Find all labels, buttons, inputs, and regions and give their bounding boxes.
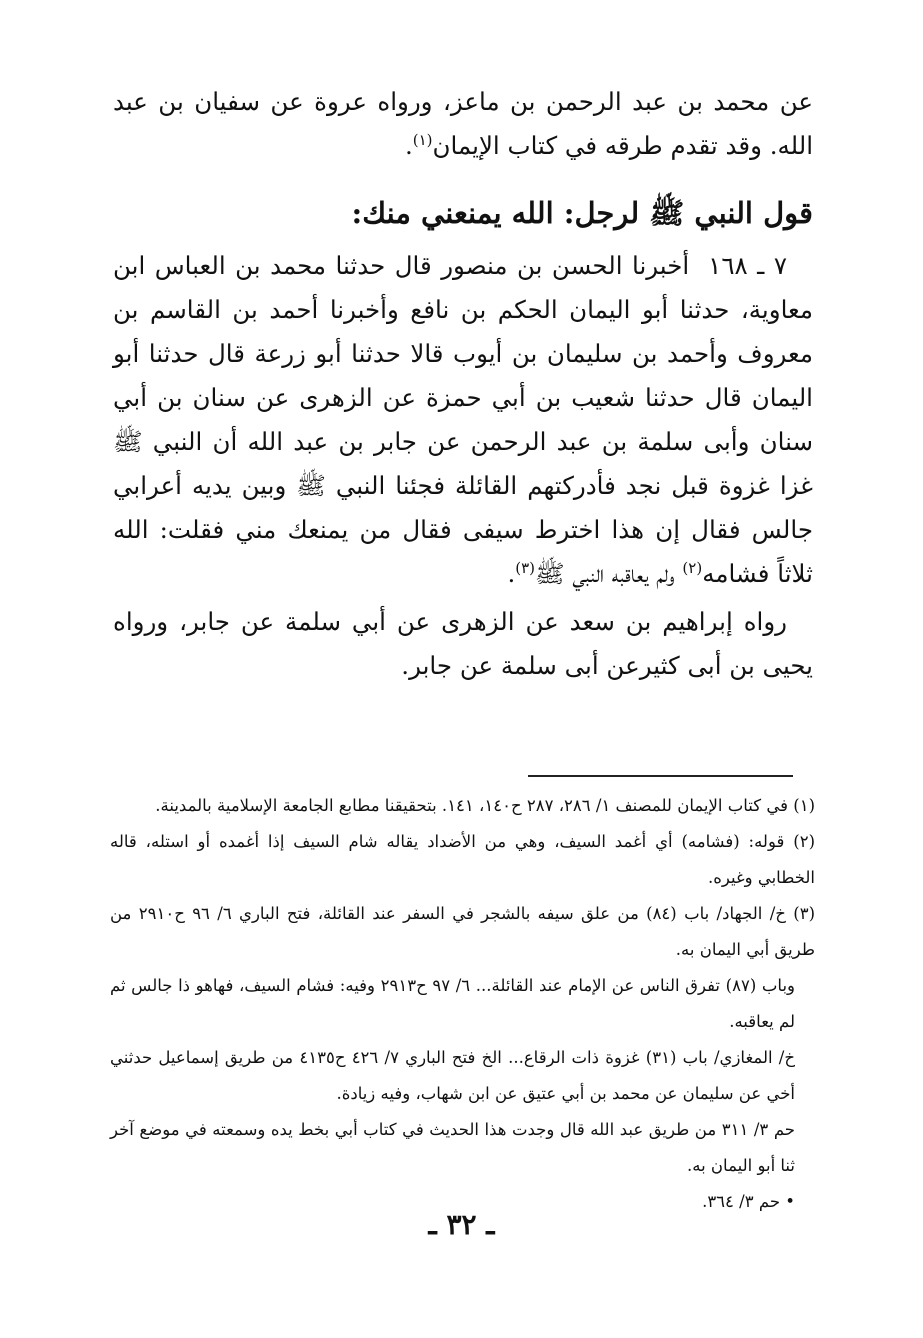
footnote-2: (٢) قوله: (فشامه) أي أغمد السيف، وهي من الأضداد يقاله شام السيف إذا أغمده أو استله، قاله الخطابي وغيره. bbox=[110, 832, 815, 887]
section-heading: قول النبي ﷺ لرجل: الله يمنعني منك: bbox=[351, 196, 813, 230]
page-number: ـ ٣٢ ـ bbox=[428, 1208, 495, 1241]
footnotes bbox=[110, 788, 815, 1220]
opening-paragraph bbox=[113, 80, 813, 168]
hadith-end: . bbox=[507, 559, 516, 588]
footnote-ref-2: (٢) bbox=[682, 558, 703, 577]
footnote-1: (١) في كتاب الإيمان للمصنف ١/ ٢٨٦، ٢٨٧ ح١٤٠، ١٤١. بتحقيقنا مطابع الجامعة الإسلامية بالمدينة. bbox=[155, 796, 815, 815]
footnote-3-continuation: • حم ٣/ ٣٦٤. bbox=[702, 1192, 795, 1211]
footnote-3-continuation: وباب (٨٧) تفرق الناس عن الإمام عند القائلة... ٦/ ٩٧ ح٢٩١٣ وفيه: فشام السيف، فهاهو ذا جالس ثم لم يعاقبه. bbox=[110, 976, 795, 1031]
opening-paragraph-end: . bbox=[404, 131, 413, 160]
hadith-text-part-a: أخبرنا الحسن بن منصور قال حدثنا محمد بن العباس ابن معاوية، حدثنا أبو اليمان الحكم بن نافع وأخبرنا أحمد بن القاسم بن معروف وأحمد بن سليمان بن أيوب قالا حدثنا أبو زرعة قال حدثنا أبو اليمان قال حدثنا شعيب بن أبي حمزة عن الزهرى عن سنان بن أبي سنان وأبى سلمة بن عبد الرحمن عن جابر بن عبد الله أن النبي ﷺ غزا غزوة قبل نجد فأدركتهم القائلة فجئنا النبي ﷺ وبين يديه أعرابي جالس فقال إن هذا اخترط سيفى فقال من يمنعك مني فقلت: الله ثلاثاً فشامه bbox=[113, 251, 813, 588]
narration-text: رواه إبراهيم بن سعد عن الزهرى عن أبي سلمة عن جابر، ورواه يحيى بن أبى كثيرعن أبى سلمة عن جابر. bbox=[113, 607, 813, 680]
footnote-3-continuation: حم ٣/ ٣١١ من طريق عبد الله قال وجدت هذا الحديث في كتاب أبي بخط يده وسمعته في موضع آخر ثنا أبو اليمان به. bbox=[110, 1120, 795, 1175]
footnote-3: (٣) خ/ الجهاد/ باب (٨٤) من علق سيفه بالشجر في السفر عند القائلة، فتح الباري ٦/ ٩٦ ح٢٩١٠ من طريق أبي اليمان به. bbox=[110, 904, 815, 959]
footnote-3-continuation: خ/ المغازي/ باب (٣١) غزوة ذات الرقاع... الخ فتح الباري ٧/ ٤٢٦ ح٤١٣٥ من طريق إسماعيل حدثني أخي عن سليمان عن محمد بن أبي عتيق عن ابن شهاب، وفيه زيادة. bbox=[110, 1048, 795, 1103]
hadith-number: ٧ ـ ١٦٨ bbox=[708, 251, 787, 280]
footnote-separator bbox=[528, 775, 793, 777]
hadith-paragraph bbox=[113, 244, 813, 596]
footnote-ref-3: (٣) bbox=[515, 558, 536, 577]
footnote-ref-1: (١) bbox=[412, 130, 433, 149]
narration-paragraph bbox=[113, 600, 813, 688]
opening-paragraph-text: عن محمد بن عبد الرحمن بن ماعز، ورواه عروة عن سفيان بن عبد الله. وقد تقدم طرقه في كتاب الإيمان bbox=[113, 87, 813, 160]
hadith-text-part-b: ولم يعاقبه النبي ﷺ bbox=[535, 559, 683, 588]
